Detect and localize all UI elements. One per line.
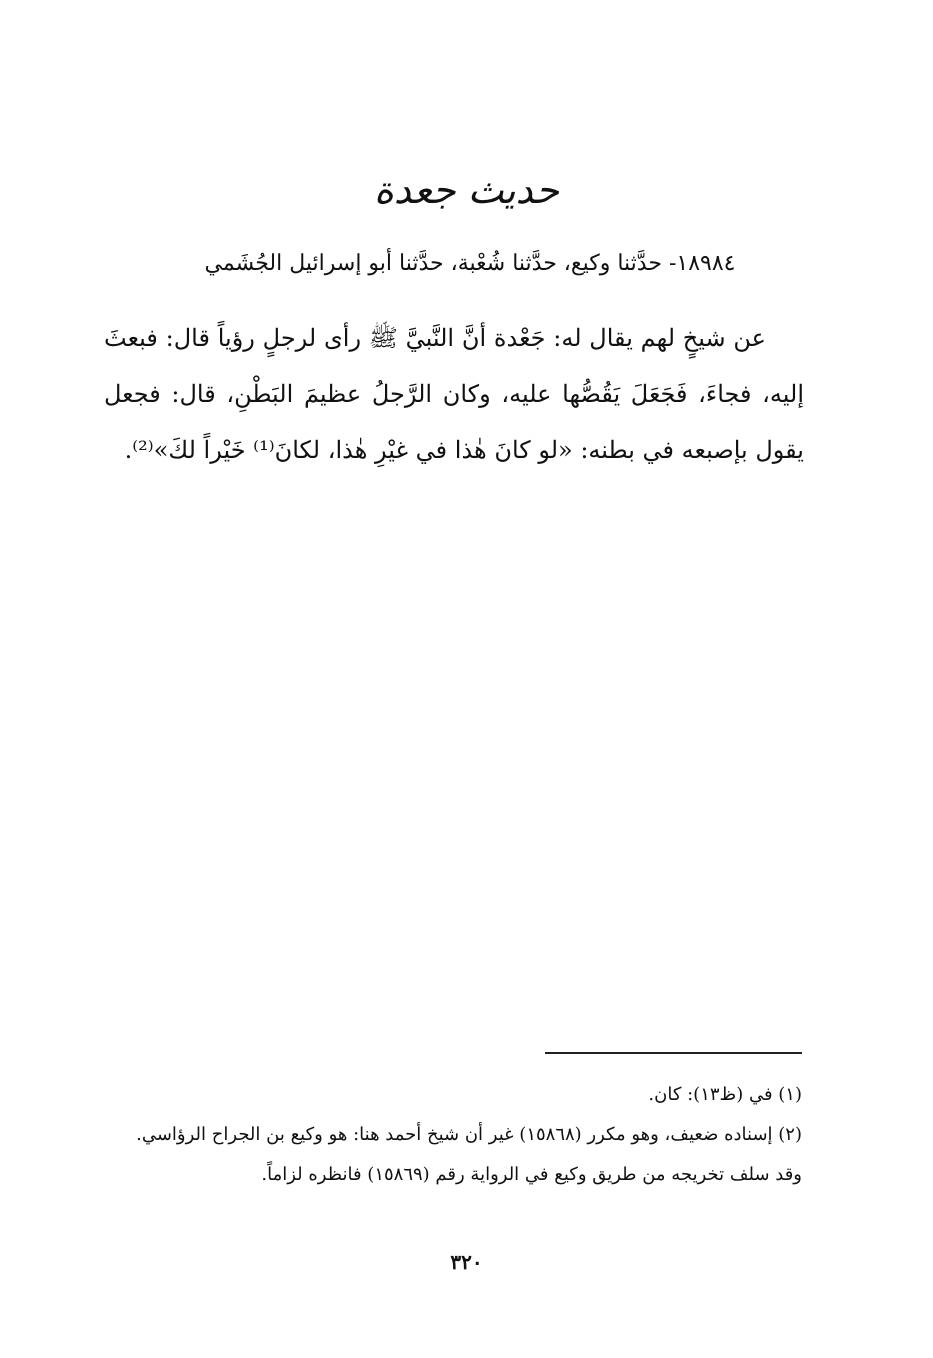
footnote-2-continuation: وقد سلف تخريجه من طريق وكيع في الرواية رقم (١٥٨٦٩) فانظره لزاماً. <box>261 1164 802 1185</box>
page-number: ٣٢٠ <box>450 1250 483 1274</box>
hadith-body-text: عن شيخٍ لهم يقال له: جَعْدة أنَّ النَّبيَّ ﷺ رأى لرجلٍ رؤياً قال: فبعثَ إليه، فجاءَ، فَجَعَلَ يَقُصُّها عليه، وكان الرَّجلُ عظيمَ البَطْنِ، قال: فجعل يقول بإصبعه في بطنه: «لو كانَ هٰذا في غيْرِ هٰذا، لكانَ⁽¹⁾ خَيْراً لكَ»⁽²⁾. <box>104 324 804 464</box>
hadith-text-block <box>104 310 804 478</box>
footnote-2: (٢) إسناده ضعيف، وهو مكرر (١٥٨٦٨) غير أن شيخ أحمد هنا: هو وكيع بن الجراح الرؤاسي. <box>136 1124 802 1145</box>
footnote-separator <box>545 1052 802 1054</box>
footnote-1: (١) في (ظ١٣): كان. <box>648 1084 802 1105</box>
footnotes-block <box>96 1075 802 1195</box>
chapter-title: حديث جعدة <box>373 168 560 212</box>
hadith-isnad-header: ١٨٩٨٤- حدَّثنا وكيع، حدَّثنا شُعْبة، حدَّثنا أبو إسرائيل الجُشَمي <box>204 251 736 276</box>
